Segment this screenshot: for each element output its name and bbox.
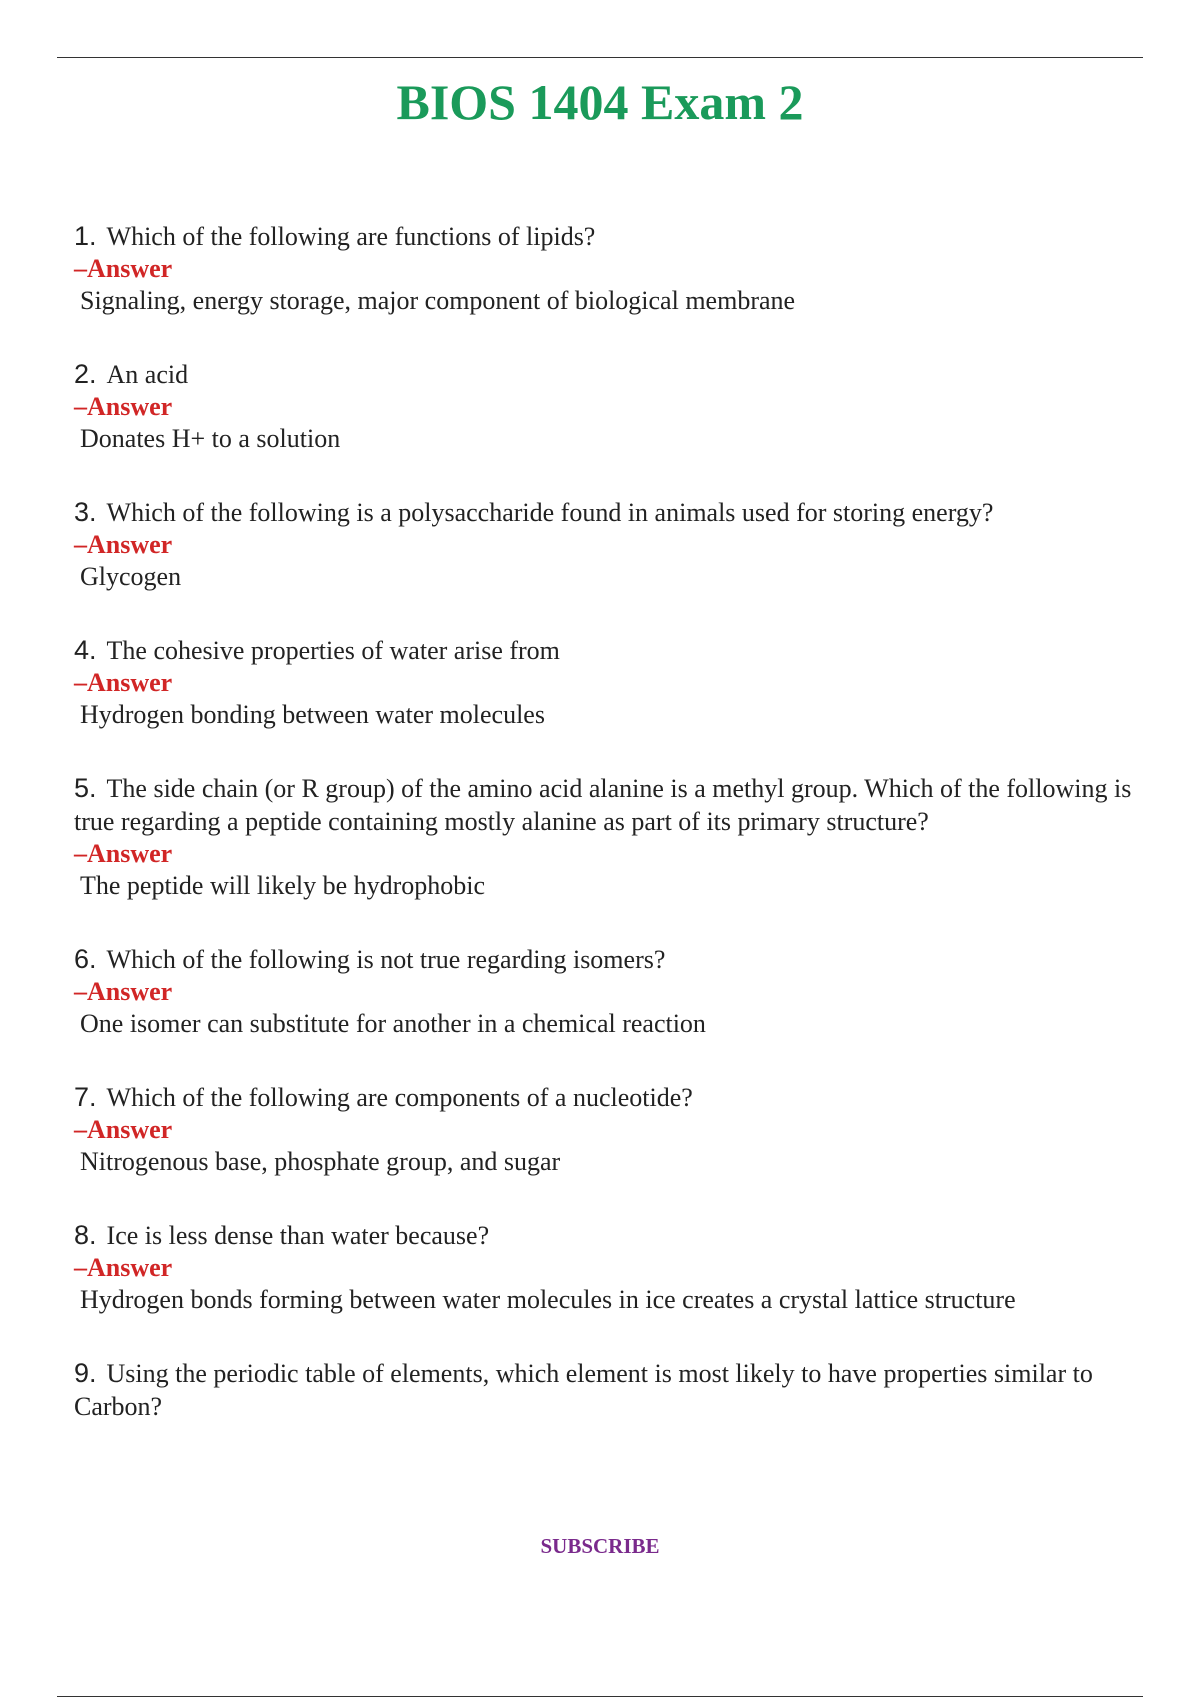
question-item	[74, 220, 1154, 317]
top-rule	[57, 57, 1143, 58]
question-text	[74, 772, 1154, 838]
answer-text: Signaling, energy storage, major component of biological membrane	[80, 286, 796, 315]
question-number: 1.	[74, 221, 97, 251]
question-body: Ice is less dense than water because?	[106, 1221, 490, 1250]
question-item	[74, 496, 1154, 593]
question-number: 3.	[74, 497, 97, 527]
question-item	[74, 1219, 1154, 1316]
question-number: 9.	[74, 1358, 97, 1388]
question-text	[74, 1357, 1154, 1423]
question-text	[74, 220, 1154, 253]
question-number: 5.	[74, 773, 97, 803]
question-number: 7.	[74, 1082, 97, 1112]
question-item	[74, 772, 1154, 902]
answer-label: –Answer	[74, 392, 173, 421]
question-text	[74, 358, 1154, 391]
question-text	[74, 634, 1154, 667]
question-text	[74, 496, 1154, 529]
question-item	[74, 634, 1154, 731]
answer-label: –Answer	[74, 1253, 173, 1282]
question-item	[74, 943, 1154, 1040]
question-list	[74, 220, 1154, 1464]
question-body: Which of the following are components of a nucleotide?	[106, 1083, 693, 1112]
bottom-rule	[57, 1696, 1143, 1697]
answer-label: –Answer	[74, 530, 173, 559]
question-body: An acid	[106, 360, 189, 389]
answer-text: Hydrogen bonds forming between water molecules in ice creates a crystal lattice structure	[80, 1285, 1016, 1314]
answer-text: The peptide will likely be hydrophobic	[80, 871, 486, 900]
answer-label: –Answer	[74, 1115, 173, 1144]
answer-label: –Answer	[74, 839, 173, 868]
subscribe-link[interactable]: SUBSCRIBE	[540, 1534, 660, 1558]
answer-text: Glycogen	[80, 562, 182, 591]
question-body: The cohesive properties of water arise from	[106, 636, 560, 665]
question-number: 6.	[74, 944, 97, 974]
question-body: Which of the following are functions of lipids?	[106, 222, 596, 251]
question-body: The side chain (or R group) of the amino acid alanine is a methyl group. Which of the following is true regarding a peptide containing mostly alanine as part of its primary structure?	[74, 774, 1132, 836]
answer-text: Hydrogen bonding between water molecules	[80, 700, 545, 729]
question-number: 4.	[74, 635, 97, 665]
question-item	[74, 1081, 1154, 1178]
question-text	[74, 943, 1154, 976]
question-text	[74, 1081, 1154, 1114]
question-body: Which of the following is a polysaccharide found in animals used for storing energy?	[106, 498, 994, 527]
answer-text: One isomer can substitute for another in a chemical reaction	[80, 1009, 706, 1038]
page-title: BIOS 1404 Exam 2	[396, 74, 804, 130]
answer-text: Donates H+ to a solution	[80, 424, 341, 453]
question-number: 8.	[74, 1220, 97, 1250]
question-text	[74, 1219, 1154, 1252]
answer-text: Nitrogenous base, phosphate group, and sugar	[80, 1147, 561, 1176]
question-number: 2.	[74, 359, 97, 389]
question-item	[74, 358, 1154, 455]
question-item	[74, 1357, 1154, 1423]
question-body: Using the periodic table of elements, which element is most likely to have properties similar to Carbon?	[74, 1359, 1093, 1421]
subscribe-container	[0, 1534, 1200, 1559]
answer-label: –Answer	[74, 977, 173, 1006]
answer-label: –Answer	[74, 668, 173, 697]
question-body: Which of the following is not true regarding isomers?	[106, 945, 666, 974]
answer-label: –Answer	[74, 254, 173, 283]
